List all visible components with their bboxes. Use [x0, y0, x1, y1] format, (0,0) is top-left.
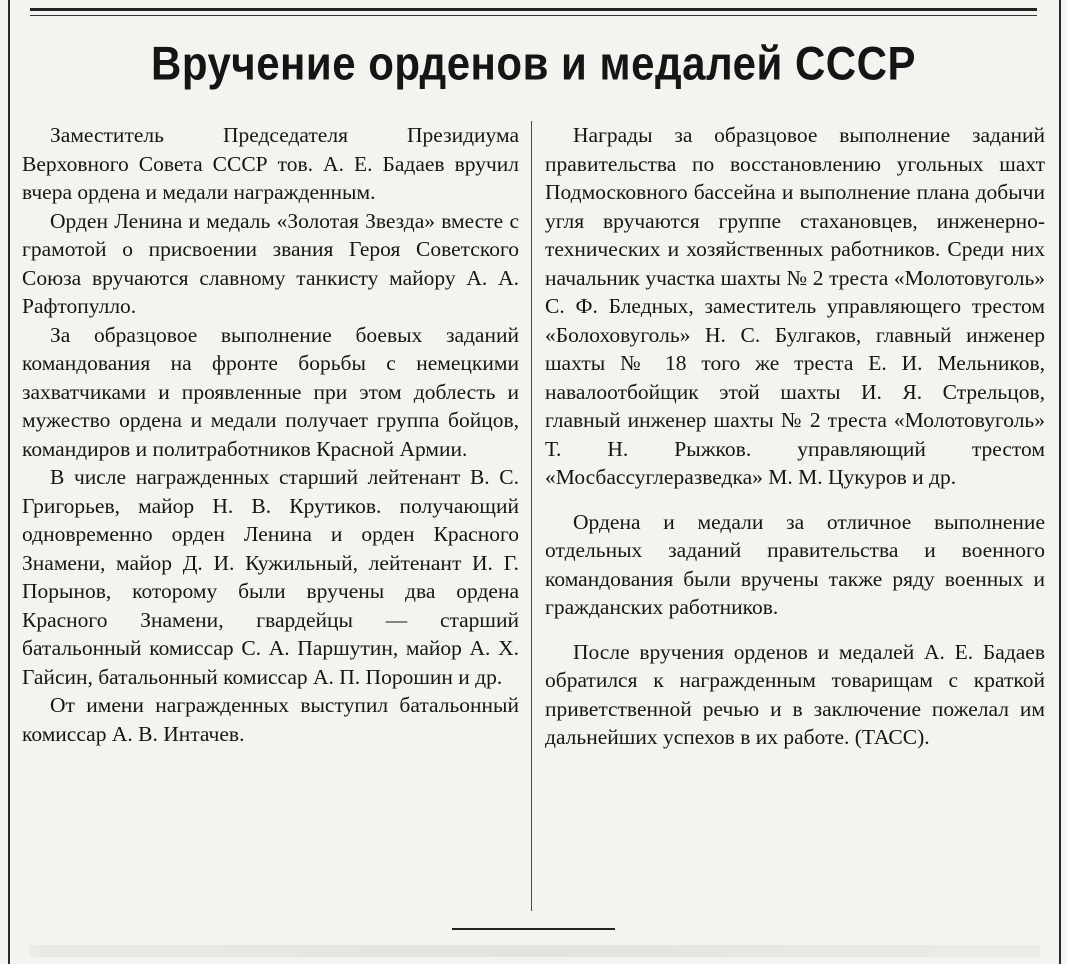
paragraph: От имени награжденных выступил батальонный комиссар А. В. Интачев. [22, 693, 519, 746]
print-smudge [30, 945, 1040, 957]
top-rule-thick [30, 8, 1037, 11]
paragraph: В числе награжденных старший лейтенант В. С. Григорьев, майор Н. В. Крутиков. получающий одновременно орден Ленина и орден Красного Знамени, майор Д. И. Кужильный, лейтенант И. Г. Порынов, которому были вручены два ордена Красного Знамени, гвардейцы — старший батальонный комиссар С. А. Паршутин, майор А. Х. Гайсин, батальонный комиссар А. П. Порошин и др. [22, 465, 519, 689]
left-column [22, 121, 519, 748]
right-column [545, 121, 1045, 752]
article-headline: Вручение орденов и медалей СССР [151, 37, 916, 90]
paragraph: Орден Ленина и медаль «Золотая Звезда» вместе с грамотой о присвоении звания Героя Советского Союза вручаются славному танкисту майору А. А. Рафтопулло. [22, 208, 519, 318]
right-border-line [1059, 0, 1061, 964]
column-divider [531, 121, 532, 911]
paragraph: Заместитель Председателя Президиума Верховного Совета СССР тов. А. Е. Бадаев вручил вчера ордена и медали награжденным. [22, 123, 519, 204]
paragraph: За образцовое выполнение боевых заданий командования на фронте борьбы с немецкими захватчиками и проявленные при этом доблесть и мужество ордена и медали получает группа бойцов, командиров и политработников Красной Армии. [22, 322, 519, 461]
paragraph: После вручения орденов и медалей А. Е. Бадаев обратился к награжденным товарищам с краткой приветственной речью и в заключение пожелал им дальнейших успехов в их работе. (ТАСС). [545, 639, 1045, 749]
paragraph: Награды за образцовое выполнение заданий правительства по восстановлению угольных шахт Подмосковного бассейна и выполнение плана добычи угля вручаются группе стахановцев, инженерно-технических и хозяйственных работников. Среди них начальник участка шахты № 2 треста «Молотовуголь» С. Ф. Бледных, заместитель управляющего трестом «Болоховуголь» Н. С. Булгаков, главный инженер шахты № 18 того же треста Е. И. Мельников, навалоотбойщик этой шахты И. Я. Стрельцов, главный инженер шахты № 2 треста «Молотовуголь» Т. Н. Рыжков. управляющий трестом «Мосбассуглеразведка» М. М. Цукуров и др. [545, 123, 1045, 489]
top-rule-thin [30, 15, 1037, 16]
article-end-rule [452, 928, 615, 930]
left-border-line [8, 0, 10, 964]
paragraph: Ордена и медали за отличное выполнение отдельных заданий правительства и военного командования были вручены также ряду военных и гражданских работников. [545, 509, 1045, 619]
